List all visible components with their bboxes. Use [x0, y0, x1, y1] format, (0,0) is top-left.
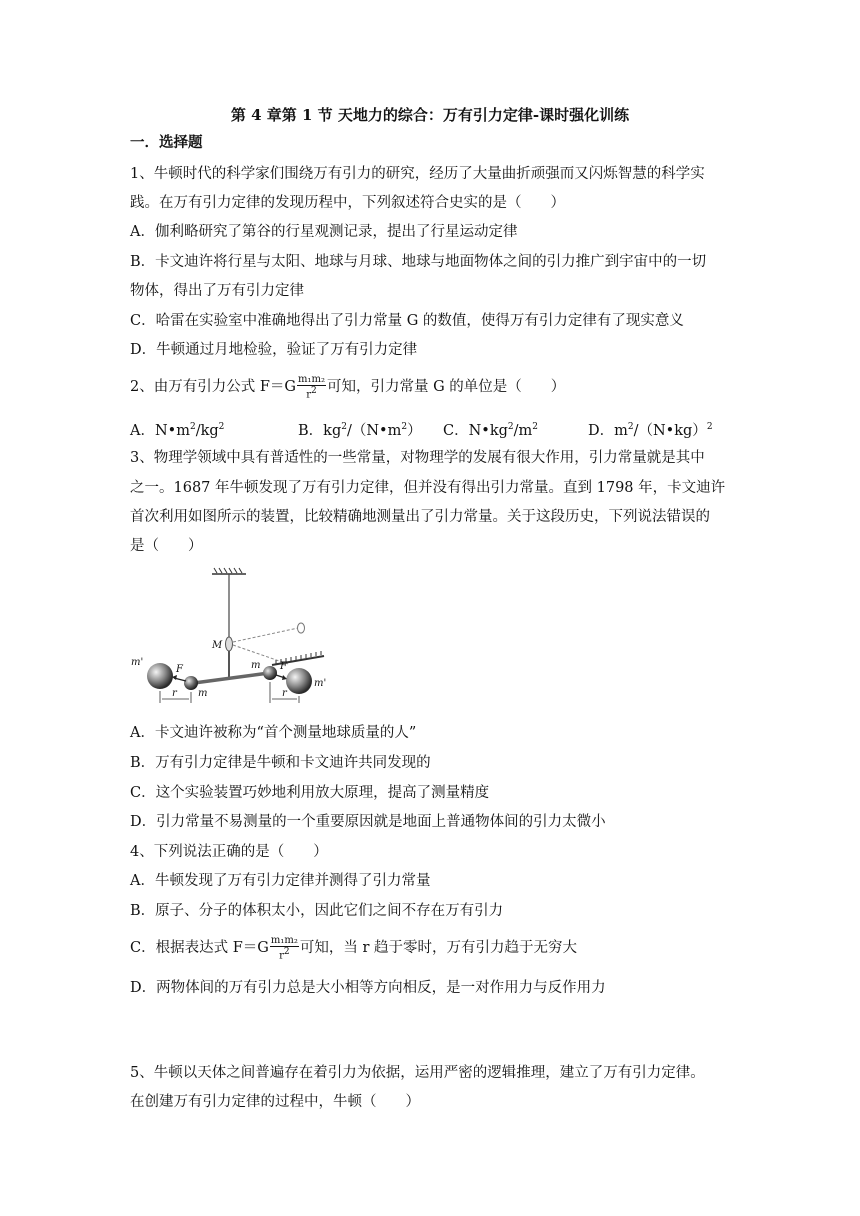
q1-stem-line2: 践。在万有引力定律的发现历程中，下列叙述符合史实的是（ ） [130, 195, 565, 211]
q4-option-c-post: 可知，当 r 趋于零时，万有引力趋于无穷大 [299, 940, 577, 957]
ceiling-support [212, 568, 246, 574]
q3-stem-line2: 之一。1687 年牛顿发现了万有引力定律，但并没有得出引力常量。直到 1798 年，卡文迪许 [130, 480, 726, 496]
q3-option-d: D．引力常量不易测量的一个重要原因就是地面上普通物体间的引力太微小 [130, 814, 606, 830]
q5-stem-line2: 在创建万有引力定律的过程中，牛顿（ ） [130, 1094, 420, 1110]
q4-option-c-pre: C．根据表达式 F＝G [130, 940, 269, 957]
q3-stem-line4: 是（ ） [130, 538, 203, 554]
cavendish-torsion-balance-diagram [126, 565, 351, 710]
q4-formula-fraction [270, 935, 299, 961]
mirror [226, 637, 233, 651]
q1-option-b-line2: 物体，得出了万有引力定律 [130, 283, 304, 299]
q4-option-d: D．两物体间的万有引力总是大小相等方向相反，是一对作用力与反作用力 [130, 980, 606, 996]
q4-denominator-exp: 2 [283, 947, 290, 957]
q3-option-b: B．万有引力定律是牛顿和卡文迪许共同发现的 [130, 755, 431, 771]
torsion-rod [194, 673, 269, 683]
label-F-right: F [280, 661, 287, 672]
q1-option-c: C．哈雷在实验室中准确地得出了引力常量 G 的数值，使得万有引力定律有了现实意义 [130, 313, 684, 329]
distance-markers [160, 682, 299, 703]
label-F-left: F [176, 664, 183, 675]
q1-option-b-line1: B．卡文迪许将行星与太阳、地球与月球、地球与地面物体之间的引力推广到宇宙中的一切 [130, 254, 707, 270]
q4-option-b: B．原子、分子的体积太小，因此它们之间不存在万有引力 [130, 903, 504, 919]
label-M: M [212, 640, 223, 651]
q5-stem-line1: 5、牛顿以天体之间普遍存在着引力为依据，运用严密的逻辑推理，建立了万有引力定律。 [130, 1065, 705, 1081]
q2-option-b: B．$kg^2/(N•m^2)$ [298, 422, 422, 439]
q4-numerator: m₁m₂ [270, 935, 298, 946]
q3-option-c: C．这个实验装置巧妙地利用放大原理，提高了测量精度 [130, 785, 490, 801]
q1-option-a: A．伽利略研究了第谷的行星观测记录，提出了行星运动定律 [130, 224, 518, 240]
light-beam [233, 623, 305, 664]
small-ball-right [263, 666, 277, 680]
label-m-prime-left: m' [131, 657, 144, 668]
q2-option-d: D．$m^2/(N•kg)^2$ [588, 422, 713, 439]
large-ball-right [286, 668, 312, 694]
q3-stem-line3: 首次利用如图所示的装置，比较精确地测量出了引力常量。关于这段历史，下列说法错误的 [130, 509, 710, 525]
q3-stem-line1: 3、物理学领域中具有普适性的一些常量，对物理学的发展有很大作用，引力常量就是其中 [130, 450, 705, 466]
q1-stem-line1: 1、牛顿时代的科学家们围绕万有引力的研究，经历了大量曲折顽强而又闪烁智慧的科学实 [130, 166, 705, 182]
label-m-left: m [198, 688, 208, 699]
label-m-right: m [251, 660, 261, 671]
large-ball-left [147, 663, 173, 689]
q4-option-c [130, 935, 577, 961]
q1-option-d: D．牛顿通过月地检验，验证了万有引力定律 [130, 342, 418, 358]
q2-stem-post: 可知，引力常量 G 的单位是（ ） [326, 379, 566, 396]
section-heading: 一．选择题 [130, 134, 203, 151]
q2-options [130, 417, 713, 441]
q2-stem [130, 374, 565, 400]
q2-formula-fraction [297, 374, 326, 400]
q4-option-a: A．牛顿发现了万有引力定律并测得了引力常量 [130, 873, 431, 889]
q2-option-a: A．$N•m^2/kg^2$ [130, 422, 225, 439]
q2-numerator: m₁m₂ [297, 374, 325, 385]
q4-stem: 4、下列说法正确的是（ ） [130, 844, 328, 860]
q3-option-a: A．卡文迪许被称为“首个测量地球质量的人” [130, 725, 417, 741]
label-r-right: r [282, 688, 287, 699]
small-ball-left [184, 676, 198, 690]
label-r-left: r [172, 688, 177, 699]
q2-denominator: r [306, 389, 311, 401]
q2-option-c: C．$N•kg^2/m^2$ [443, 422, 539, 439]
q2-stem-pre: 2、由万有引力公式 F＝G [130, 379, 296, 396]
label-m-prime-right: m' [314, 678, 327, 689]
page-title: 第 4 章第 1 节 天地力的综合：万有引力定律-课时强化训练 [230, 106, 630, 124]
q4-denominator: r [279, 950, 284, 962]
q2-denominator-exp: 2 [311, 386, 317, 396]
